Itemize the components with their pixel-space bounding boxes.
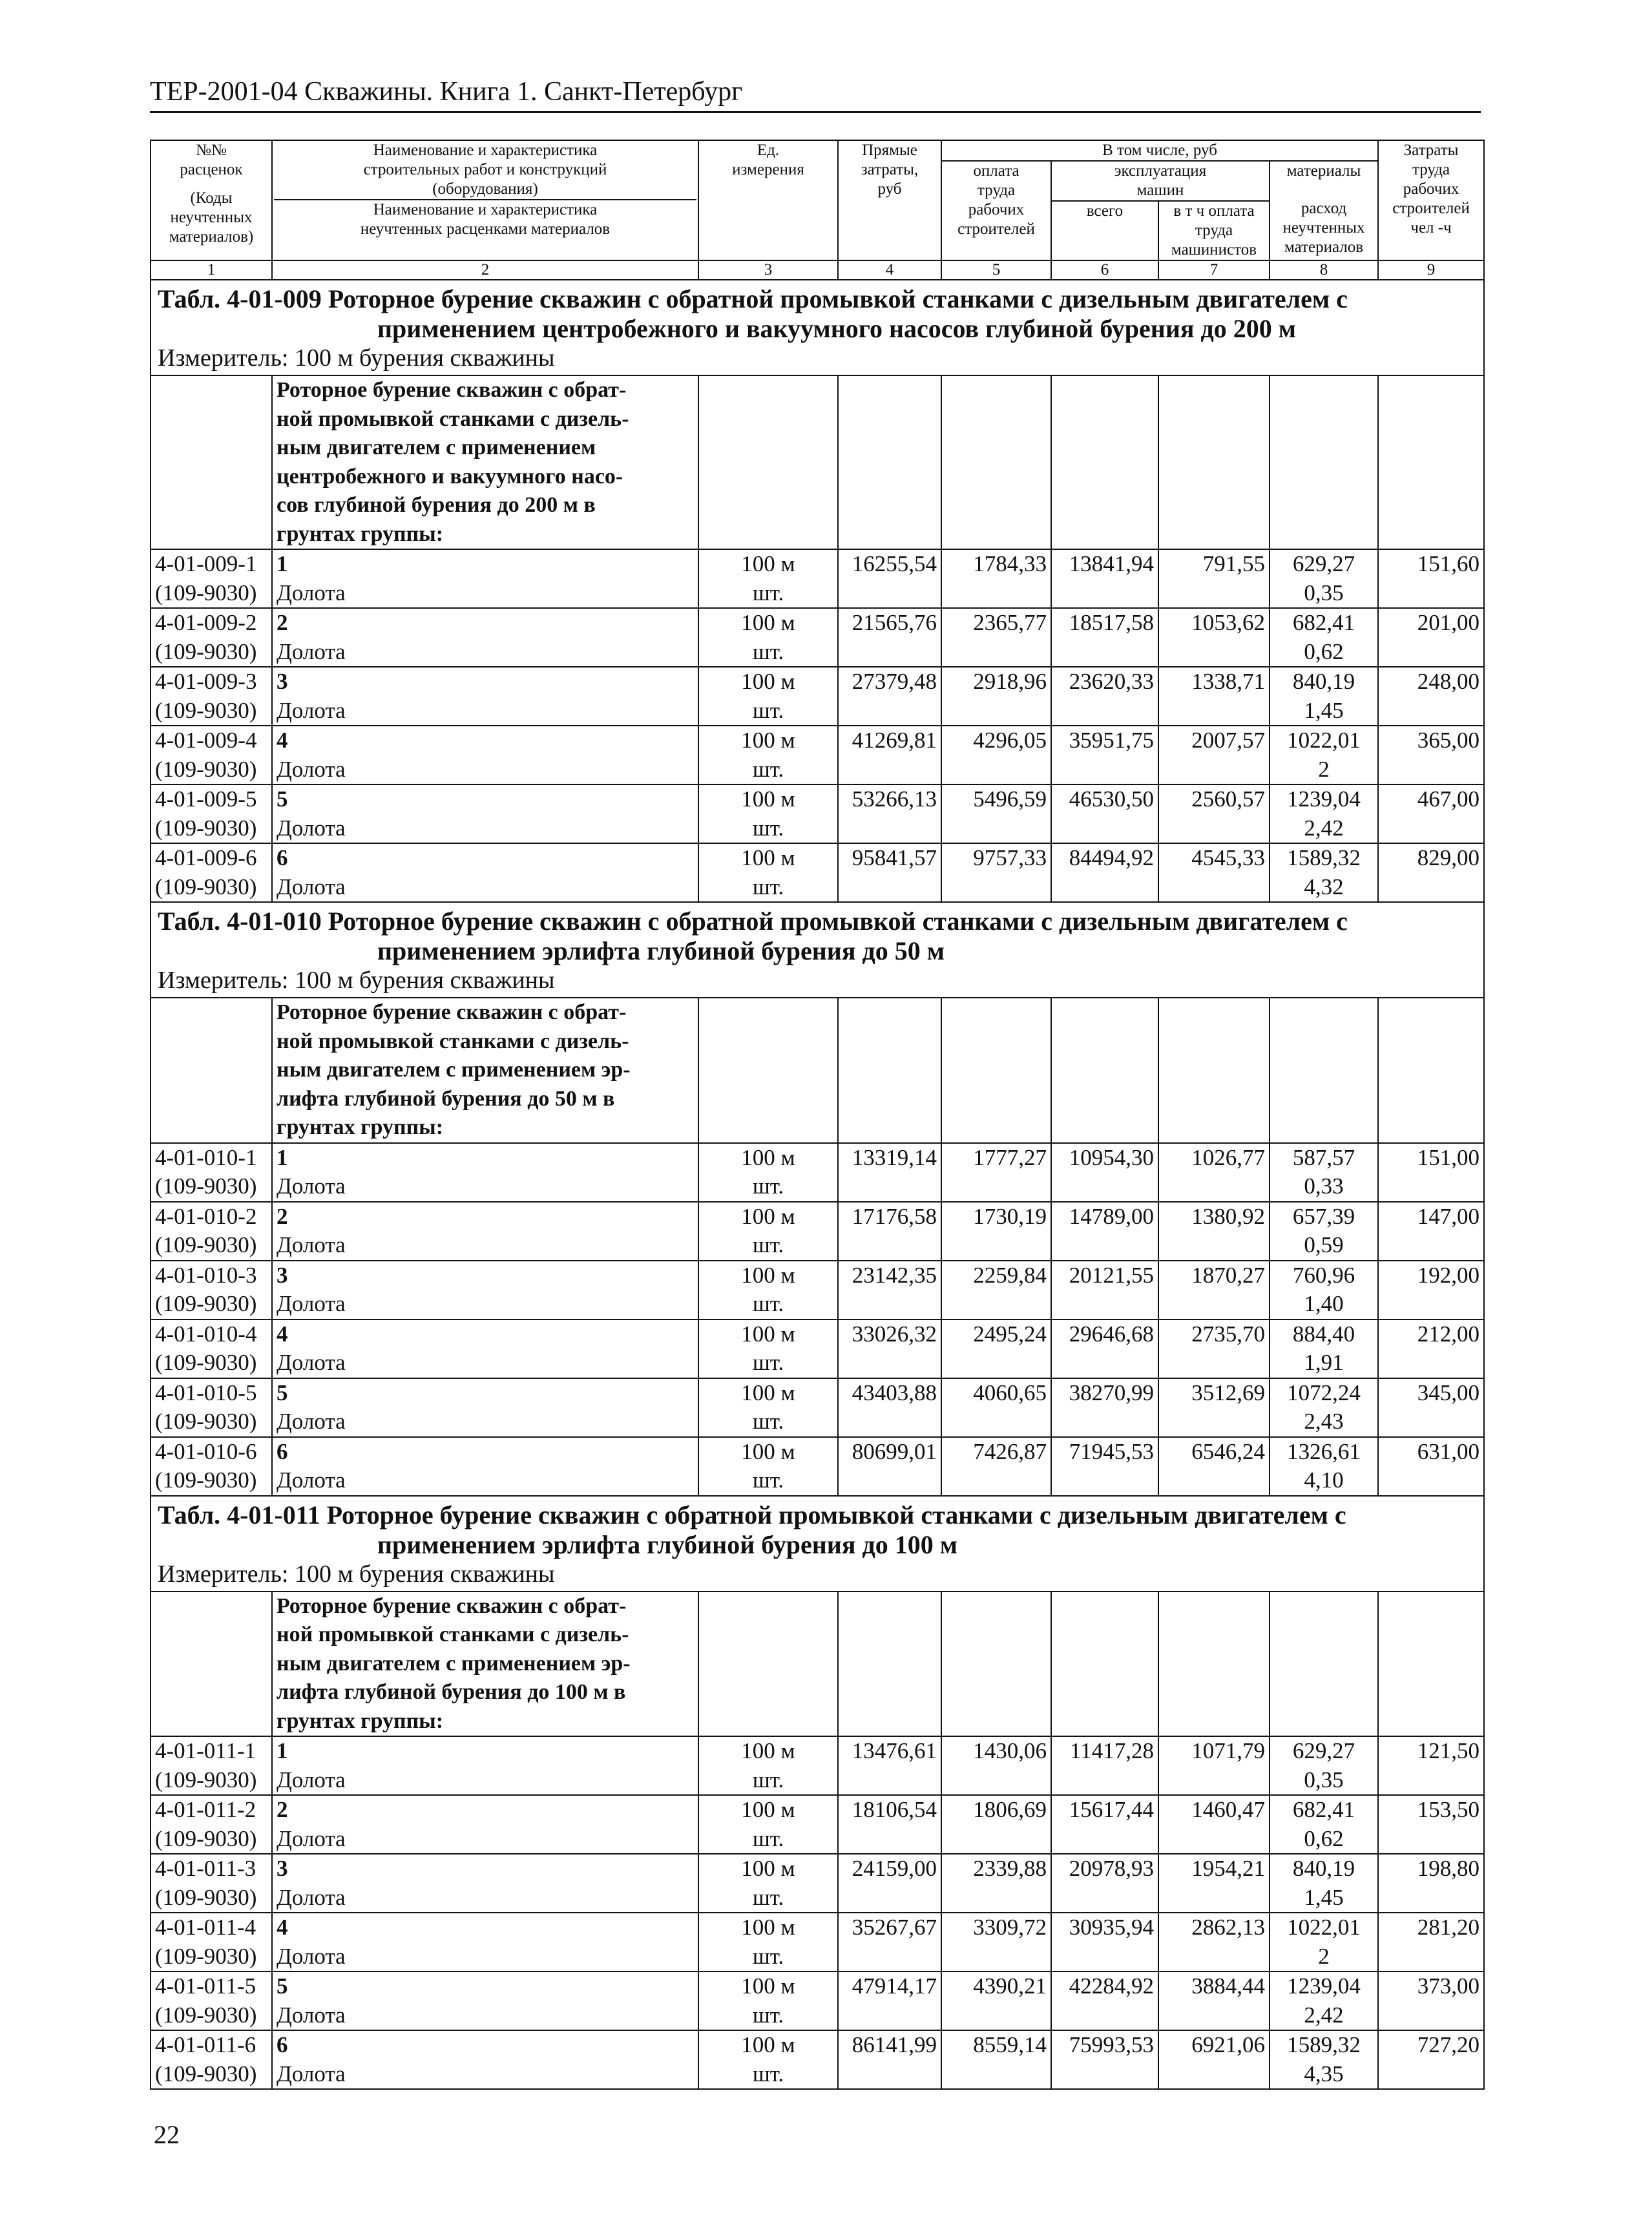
col-header-machine-operation: эксплуатация машин	[1051, 161, 1270, 201]
unit: 100 м шт.	[698, 667, 838, 726]
rates-table	[150, 140, 1485, 2090]
table-row	[151, 1261, 1484, 1319]
table-row	[151, 1319, 1484, 1378]
direct-costs: 16255,54	[838, 549, 941, 608]
unit: 100 м шт.	[698, 1736, 838, 1795]
empty-cell	[838, 998, 941, 1143]
table-title-line2: применением эрлифта глубиной бурения до 50 м	[377, 936, 945, 965]
worker-pay: 2339,88	[941, 1854, 1051, 1913]
empty-cell	[151, 1592, 272, 1737]
rate-code: 4-01-009-4 (109-9030)	[151, 726, 272, 784]
machine-total: 75993,53	[1051, 2030, 1158, 2089]
unit: 100 м шт.	[698, 843, 838, 902]
operator-pay: 1870,27	[1158, 1261, 1270, 1319]
direct-costs: 80699,01	[838, 1437, 941, 1496]
machine-total: 15617,44	[1051, 1795, 1158, 1854]
table-title-line2: применением эрлифта глубиной бурения до 100 м	[377, 1529, 957, 1559]
direct-costs: 53266,13	[838, 784, 941, 843]
machine-total: 38270,99	[1051, 1378, 1158, 1437]
operator-pay: 2735,70	[1158, 1319, 1270, 1378]
col-header-machine-total: всего	[1051, 201, 1158, 260]
table-row	[151, 1202, 1484, 1261]
materials: 682,41 0,62	[1270, 1795, 1378, 1854]
direct-costs: 17176,58	[838, 1202, 941, 1261]
machine-total: 10954,30	[1051, 1143, 1158, 1202]
worker-pay: 2918,96	[941, 667, 1051, 726]
unit: 100 м шт.	[698, 549, 838, 608]
empty-cell	[838, 1592, 941, 1737]
direct-costs: 18106,54	[838, 1795, 941, 1854]
labor-hours: 727,20	[1378, 2030, 1484, 2089]
work-group: 4 Долота	[272, 726, 698, 784]
col-number: 5	[941, 260, 1051, 280]
empty-cell	[1270, 998, 1378, 1143]
worker-pay: 9757,33	[941, 843, 1051, 902]
labor-hours: 345,00	[1378, 1378, 1484, 1437]
table-row	[151, 843, 1484, 902]
worker-pay: 8559,14	[941, 2030, 1051, 2089]
unit: 100 м шт.	[698, 784, 838, 843]
col-number: 1	[151, 260, 272, 280]
table-row	[151, 1736, 1484, 1795]
materials: 840,19 1,45	[1270, 667, 1378, 726]
worker-pay: 3309,72	[941, 1913, 1051, 1971]
machine-total: 30935,94	[1051, 1913, 1158, 1971]
col-number: 9	[1378, 260, 1484, 280]
rate-code: 4-01-009-1 (109-9030)	[151, 549, 272, 608]
column-header	[151, 140, 1484, 280]
worker-pay: 1784,33	[941, 549, 1051, 608]
col-header-including: В том числе, руб	[941, 140, 1378, 161]
table-title-row	[151, 280, 1484, 344]
table-row	[151, 1437, 1484, 1496]
table-title-text: Роторное бурение скважин с обратной промывкой станками с дизельным двигателем с	[321, 284, 1348, 313]
unit: 100 м шт.	[698, 726, 838, 784]
materials: 760,96 1,40	[1270, 1261, 1378, 1319]
machine-total: 71945,53	[1051, 1437, 1158, 1496]
empty-cell	[151, 375, 272, 549]
table-title	[151, 1496, 1484, 1560]
direct-costs: 21565,76	[838, 608, 941, 667]
labor-hours: 212,00	[1378, 1319, 1484, 1378]
table-title-text: Роторное бурение скважин с обратной промывкой станками с дизельным двигателем с	[320, 1500, 1346, 1529]
rate-code: 4-01-011-2 (109-9030)	[151, 1795, 272, 1854]
materials: 682,41 0,62	[1270, 608, 1378, 667]
unit: 100 м шт.	[698, 1795, 838, 1854]
table-title-line2: применением центробежного и вакуумного насосов глубиной бурения до 200 м	[377, 314, 1297, 343]
table-number: Табл. 4-01-010	[158, 907, 322, 936]
materials: 1589,32 4,35	[1270, 2030, 1378, 2089]
rate-code: 4-01-009-6 (109-9030)	[151, 843, 272, 902]
labor-hours: 248,00	[1378, 667, 1484, 726]
table-meter: Измеритель: 100 м бурения скважины	[151, 344, 1484, 375]
rate-code: 4-01-011-6 (109-9030)	[151, 2030, 272, 2089]
table-title	[151, 280, 1484, 344]
table-row	[151, 1971, 1484, 2030]
col-header-labor-hours: Затраты труда рабочих строителей чел -ч	[1378, 140, 1484, 260]
rate-code: 4-01-011-4 (109-9030)	[151, 1913, 272, 1971]
operator-pay: 6546,24	[1158, 1437, 1270, 1496]
operator-pay: 1460,47	[1158, 1795, 1270, 1854]
header-rule	[150, 111, 1481, 113]
worker-pay: 5496,59	[941, 784, 1051, 843]
work-group: 1 Долота	[272, 1736, 698, 1795]
col-number: 6	[1051, 260, 1158, 280]
rate-code: 4-01-010-1 (109-9030)	[151, 1143, 272, 1202]
materials: 587,57 0,33	[1270, 1143, 1378, 1202]
machine-total: 42284,92	[1051, 1971, 1158, 2030]
operator-pay: 6921,06	[1158, 2030, 1270, 2089]
labor-hours: 631,00	[1378, 1437, 1484, 1496]
table-row	[151, 1378, 1484, 1437]
empty-cell	[698, 998, 838, 1143]
direct-costs: 43403,88	[838, 1378, 941, 1437]
work-group: 2 Долота	[272, 608, 698, 667]
table-meter-row	[151, 1560, 1484, 1592]
labor-hours: 192,00	[1378, 1261, 1484, 1319]
col-header-worker-pay: оплата труда рабочих строителей	[941, 161, 1051, 260]
unit: 100 м шт.	[698, 1319, 838, 1378]
materials: 1239,04 2,42	[1270, 1971, 1378, 2030]
machine-total: 11417,28	[1051, 1736, 1158, 1795]
work-group: 2 Долота	[272, 1795, 698, 1854]
work-group: 5 Долота	[272, 784, 698, 843]
table-title-row	[151, 1496, 1484, 1560]
empty-cell	[1270, 1592, 1378, 1737]
labor-hours: 121,50	[1378, 1736, 1484, 1795]
worker-pay: 1806,69	[941, 1795, 1051, 1854]
rate-code: 4-01-010-5 (109-9030)	[151, 1378, 272, 1437]
rate-code: 4-01-011-3 (109-9030)	[151, 1854, 272, 1913]
rate-code: 4-01-010-2 (109-9030)	[151, 1202, 272, 1261]
machine-total: 35951,75	[1051, 726, 1158, 784]
direct-costs: 13319,14	[838, 1143, 941, 1202]
table-row	[151, 1795, 1484, 1854]
materials: 1326,61 4,10	[1270, 1437, 1378, 1496]
operator-pay: 1338,71	[1158, 667, 1270, 726]
rate-code: 4-01-009-3 (109-9030)	[151, 667, 272, 726]
direct-costs: 41269,81	[838, 726, 941, 784]
unit: 100 м шт.	[698, 608, 838, 667]
empty-cell	[1158, 375, 1270, 549]
operator-pay: 791,55	[1158, 549, 1270, 608]
table-title-text: Роторное бурение скважин с обратной промывкой станками с дизельным двигателем с	[321, 907, 1348, 936]
table-row	[151, 1143, 1484, 1202]
col-number: 2	[272, 260, 698, 280]
unit: 100 м шт.	[698, 1437, 838, 1496]
materials: 1022,01 2	[1270, 1913, 1378, 1971]
column-number-row	[151, 260, 1484, 280]
unit: 100 м шт.	[698, 2030, 838, 2089]
labor-hours: 153,50	[1378, 1795, 1484, 1854]
materials: 1072,24 2,43	[1270, 1378, 1378, 1437]
empty-cell	[1051, 998, 1158, 1143]
materials: 629,27 0,35	[1270, 1736, 1378, 1795]
labor-hours: 151,60	[1378, 549, 1484, 608]
work-group: 2 Долота	[272, 1202, 698, 1261]
table-meter: Измеритель: 100 м бурения скважины	[151, 1560, 1484, 1592]
work-group: 3 Долота	[272, 1854, 698, 1913]
col-number: 4	[838, 260, 941, 280]
machine-total: 84494,92	[1051, 843, 1158, 902]
work-group: 4 Долота	[272, 1319, 698, 1378]
operator-pay: 1026,77	[1158, 1143, 1270, 1202]
empty-cell	[1270, 375, 1378, 549]
labor-hours: 373,00	[1378, 1971, 1484, 2030]
direct-costs: 95841,57	[838, 843, 941, 902]
unit: 100 м шт.	[698, 1971, 838, 2030]
work-description-row	[151, 998, 1484, 1143]
worker-pay: 2365,77	[941, 608, 1051, 667]
work-group: 3 Долота	[272, 1261, 698, 1319]
unit: 100 м шт.	[698, 1913, 838, 1971]
materials: 1589,32 4,32	[1270, 843, 1378, 902]
col-header-materials: материалы расход неучтенных материалов	[1270, 161, 1378, 260]
unit: 100 м шт.	[698, 1378, 838, 1437]
machine-total: 14789,00	[1051, 1202, 1158, 1261]
machine-total: 23620,33	[1051, 667, 1158, 726]
worker-pay: 4060,65	[941, 1378, 1051, 1437]
table-number: Табл. 4-01-009	[158, 284, 322, 313]
worker-pay: 4390,21	[941, 1971, 1051, 2030]
work-group: 1 Долота	[272, 1143, 698, 1202]
operator-pay: 1071,79	[1158, 1736, 1270, 1795]
table-row	[151, 549, 1484, 608]
work-description: Роторное бурение скважин с обрат- ной промывкой станками с дизель- ным двигателем с применением эр- лифта глубиной бурения до 100 м в грунтах группы:	[272, 1592, 698, 1737]
col-header-work-name: Наименование и характеристика строительных работ и конструкций (оборудования) Наименование и характеристика неучтенных расценками материалов	[272, 140, 698, 260]
work-description: Роторное бурение скважин с обрат- ной промывкой станками с дизель- ным двигателем с применением центробежного и вакуумного насо- сов глубиной бурения до 200 м в грунтах группы:	[272, 375, 698, 549]
work-group: 5 Долота	[272, 1971, 698, 2030]
table-meter-row	[151, 966, 1484, 998]
machine-total: 18517,58	[1051, 608, 1158, 667]
col-header-rate-number: №№ расценок (Коды неучтенных материалов)	[151, 140, 272, 260]
table-title	[151, 902, 1484, 966]
table-meter-row	[151, 344, 1484, 375]
work-group: 4 Долота	[272, 1913, 698, 1971]
machine-total: 46530,50	[1051, 784, 1158, 843]
work-group: 5 Долота	[272, 1378, 698, 1437]
operator-pay: 1053,62	[1158, 608, 1270, 667]
machine-total: 20121,55	[1051, 1261, 1158, 1319]
work-description: Роторное бурение скважин с обрат- ной промывкой станками с дизель- ным двигателем с применением эр- лифта глубиной бурения до 50 м в грунтах группы:	[272, 998, 698, 1143]
table-row	[151, 726, 1484, 784]
worker-pay: 2495,24	[941, 1319, 1051, 1378]
labor-hours: 365,00	[1378, 726, 1484, 784]
table-row	[151, 1913, 1484, 1971]
table-row	[151, 667, 1484, 726]
materials: 1239,04 2,42	[1270, 784, 1378, 843]
operator-pay: 4545,33	[1158, 843, 1270, 902]
operator-pay: 3512,69	[1158, 1378, 1270, 1437]
worker-pay: 4296,05	[941, 726, 1051, 784]
col-header-direct-costs: Прямые затраты, руб	[838, 140, 941, 260]
table-row	[151, 1854, 1484, 1913]
table-row	[151, 608, 1484, 667]
direct-costs: 13476,61	[838, 1736, 941, 1795]
worker-pay: 1430,06	[941, 1736, 1051, 1795]
empty-cell	[941, 1592, 1051, 1737]
operator-pay: 2007,57	[1158, 726, 1270, 784]
work-description-row	[151, 1592, 1484, 1737]
operator-pay: 3884,44	[1158, 1971, 1270, 2030]
col-header-unit: Ед. измерения	[698, 140, 838, 260]
rate-code: 4-01-010-4 (109-9030)	[151, 1319, 272, 1378]
labor-hours: 147,00	[1378, 1202, 1484, 1261]
table-row	[151, 784, 1484, 843]
rate-code: 4-01-010-6 (109-9030)	[151, 1437, 272, 1496]
unit: 100 м шт.	[698, 1854, 838, 1913]
empty-cell	[151, 998, 272, 1143]
page-number: 22	[154, 2120, 180, 2149]
empty-cell	[1378, 998, 1484, 1143]
empty-cell	[1051, 375, 1158, 549]
operator-pay: 2560,57	[1158, 784, 1270, 843]
empty-cell	[698, 375, 838, 549]
table-title-row	[151, 902, 1484, 966]
machine-total: 29646,68	[1051, 1319, 1158, 1378]
rate-code: 4-01-011-5 (109-9030)	[151, 1971, 272, 2030]
labor-hours: 467,00	[1378, 784, 1484, 843]
unit: 100 м шт.	[698, 1202, 838, 1261]
col-header-operator-pay: в т ч оплата труда машинистов	[1158, 201, 1270, 260]
work-group: 6 Долота	[272, 2030, 698, 2089]
direct-costs: 33026,32	[838, 1319, 941, 1378]
machine-total: 20978,93	[1051, 1854, 1158, 1913]
labor-hours: 829,00	[1378, 843, 1484, 902]
col-number: 3	[698, 260, 838, 280]
operator-pay: 1380,92	[1158, 1202, 1270, 1261]
materials: 1022,01 2	[1270, 726, 1378, 784]
rate-code: 4-01-009-5 (109-9030)	[151, 784, 272, 843]
direct-costs: 24159,00	[838, 1854, 941, 1913]
unit: 100 м шт.	[698, 1143, 838, 1202]
worker-pay: 1777,27	[941, 1143, 1051, 1202]
materials: 840,19 1,45	[1270, 1854, 1378, 1913]
empty-cell	[941, 998, 1051, 1143]
table-meter: Измеритель: 100 м бурения скважины	[151, 966, 1484, 998]
empty-cell	[1158, 1592, 1270, 1737]
empty-cell	[698, 1592, 838, 1737]
empty-cell	[838, 375, 941, 549]
empty-cell	[1378, 375, 1484, 549]
labor-hours: 201,00	[1378, 608, 1484, 667]
worker-pay: 1730,19	[941, 1202, 1051, 1261]
table-number: Табл. 4-01-011	[158, 1500, 320, 1529]
direct-costs: 47914,17	[838, 1971, 941, 2030]
col-number: 8	[1270, 260, 1378, 280]
empty-cell	[1051, 1592, 1158, 1737]
machine-total: 13841,94	[1051, 549, 1158, 608]
labor-hours: 281,20	[1378, 1913, 1484, 1971]
empty-cell	[1158, 998, 1270, 1143]
materials: 629,27 0,35	[1270, 549, 1378, 608]
table-row	[151, 2030, 1484, 2089]
rate-code: 4-01-010-3 (109-9030)	[151, 1261, 272, 1319]
running-header: ТЕР-2001-04 Скважины. Книга 1. Санкт-Петербург	[150, 77, 743, 107]
unit: 100 м шт.	[698, 1261, 838, 1319]
labor-hours: 151,00	[1378, 1143, 1484, 1202]
empty-cell	[941, 375, 1051, 549]
col-number: 7	[1158, 260, 1270, 280]
rate-code: 4-01-009-2 (109-9030)	[151, 608, 272, 667]
worker-pay: 2259,84	[941, 1261, 1051, 1319]
labor-hours: 198,80	[1378, 1854, 1484, 1913]
work-group: 6 Долота	[272, 1437, 698, 1496]
direct-costs: 27379,48	[838, 667, 941, 726]
materials: 884,40 1,91	[1270, 1319, 1378, 1378]
rate-code: 4-01-011-1 (109-9030)	[151, 1736, 272, 1795]
direct-costs: 23142,35	[838, 1261, 941, 1319]
direct-costs: 35267,67	[838, 1913, 941, 1971]
operator-pay: 1954,21	[1158, 1854, 1270, 1913]
materials: 657,39 0,59	[1270, 1202, 1378, 1261]
direct-costs: 86141,99	[838, 2030, 941, 2089]
operator-pay: 2862,13	[1158, 1913, 1270, 1971]
work-description-row	[151, 375, 1484, 549]
work-group: 3 Долота	[272, 667, 698, 726]
work-group: 1 Долота	[272, 549, 698, 608]
worker-pay: 7426,87	[941, 1437, 1051, 1496]
empty-cell	[1378, 1592, 1484, 1737]
work-group: 6 Долота	[272, 843, 698, 902]
